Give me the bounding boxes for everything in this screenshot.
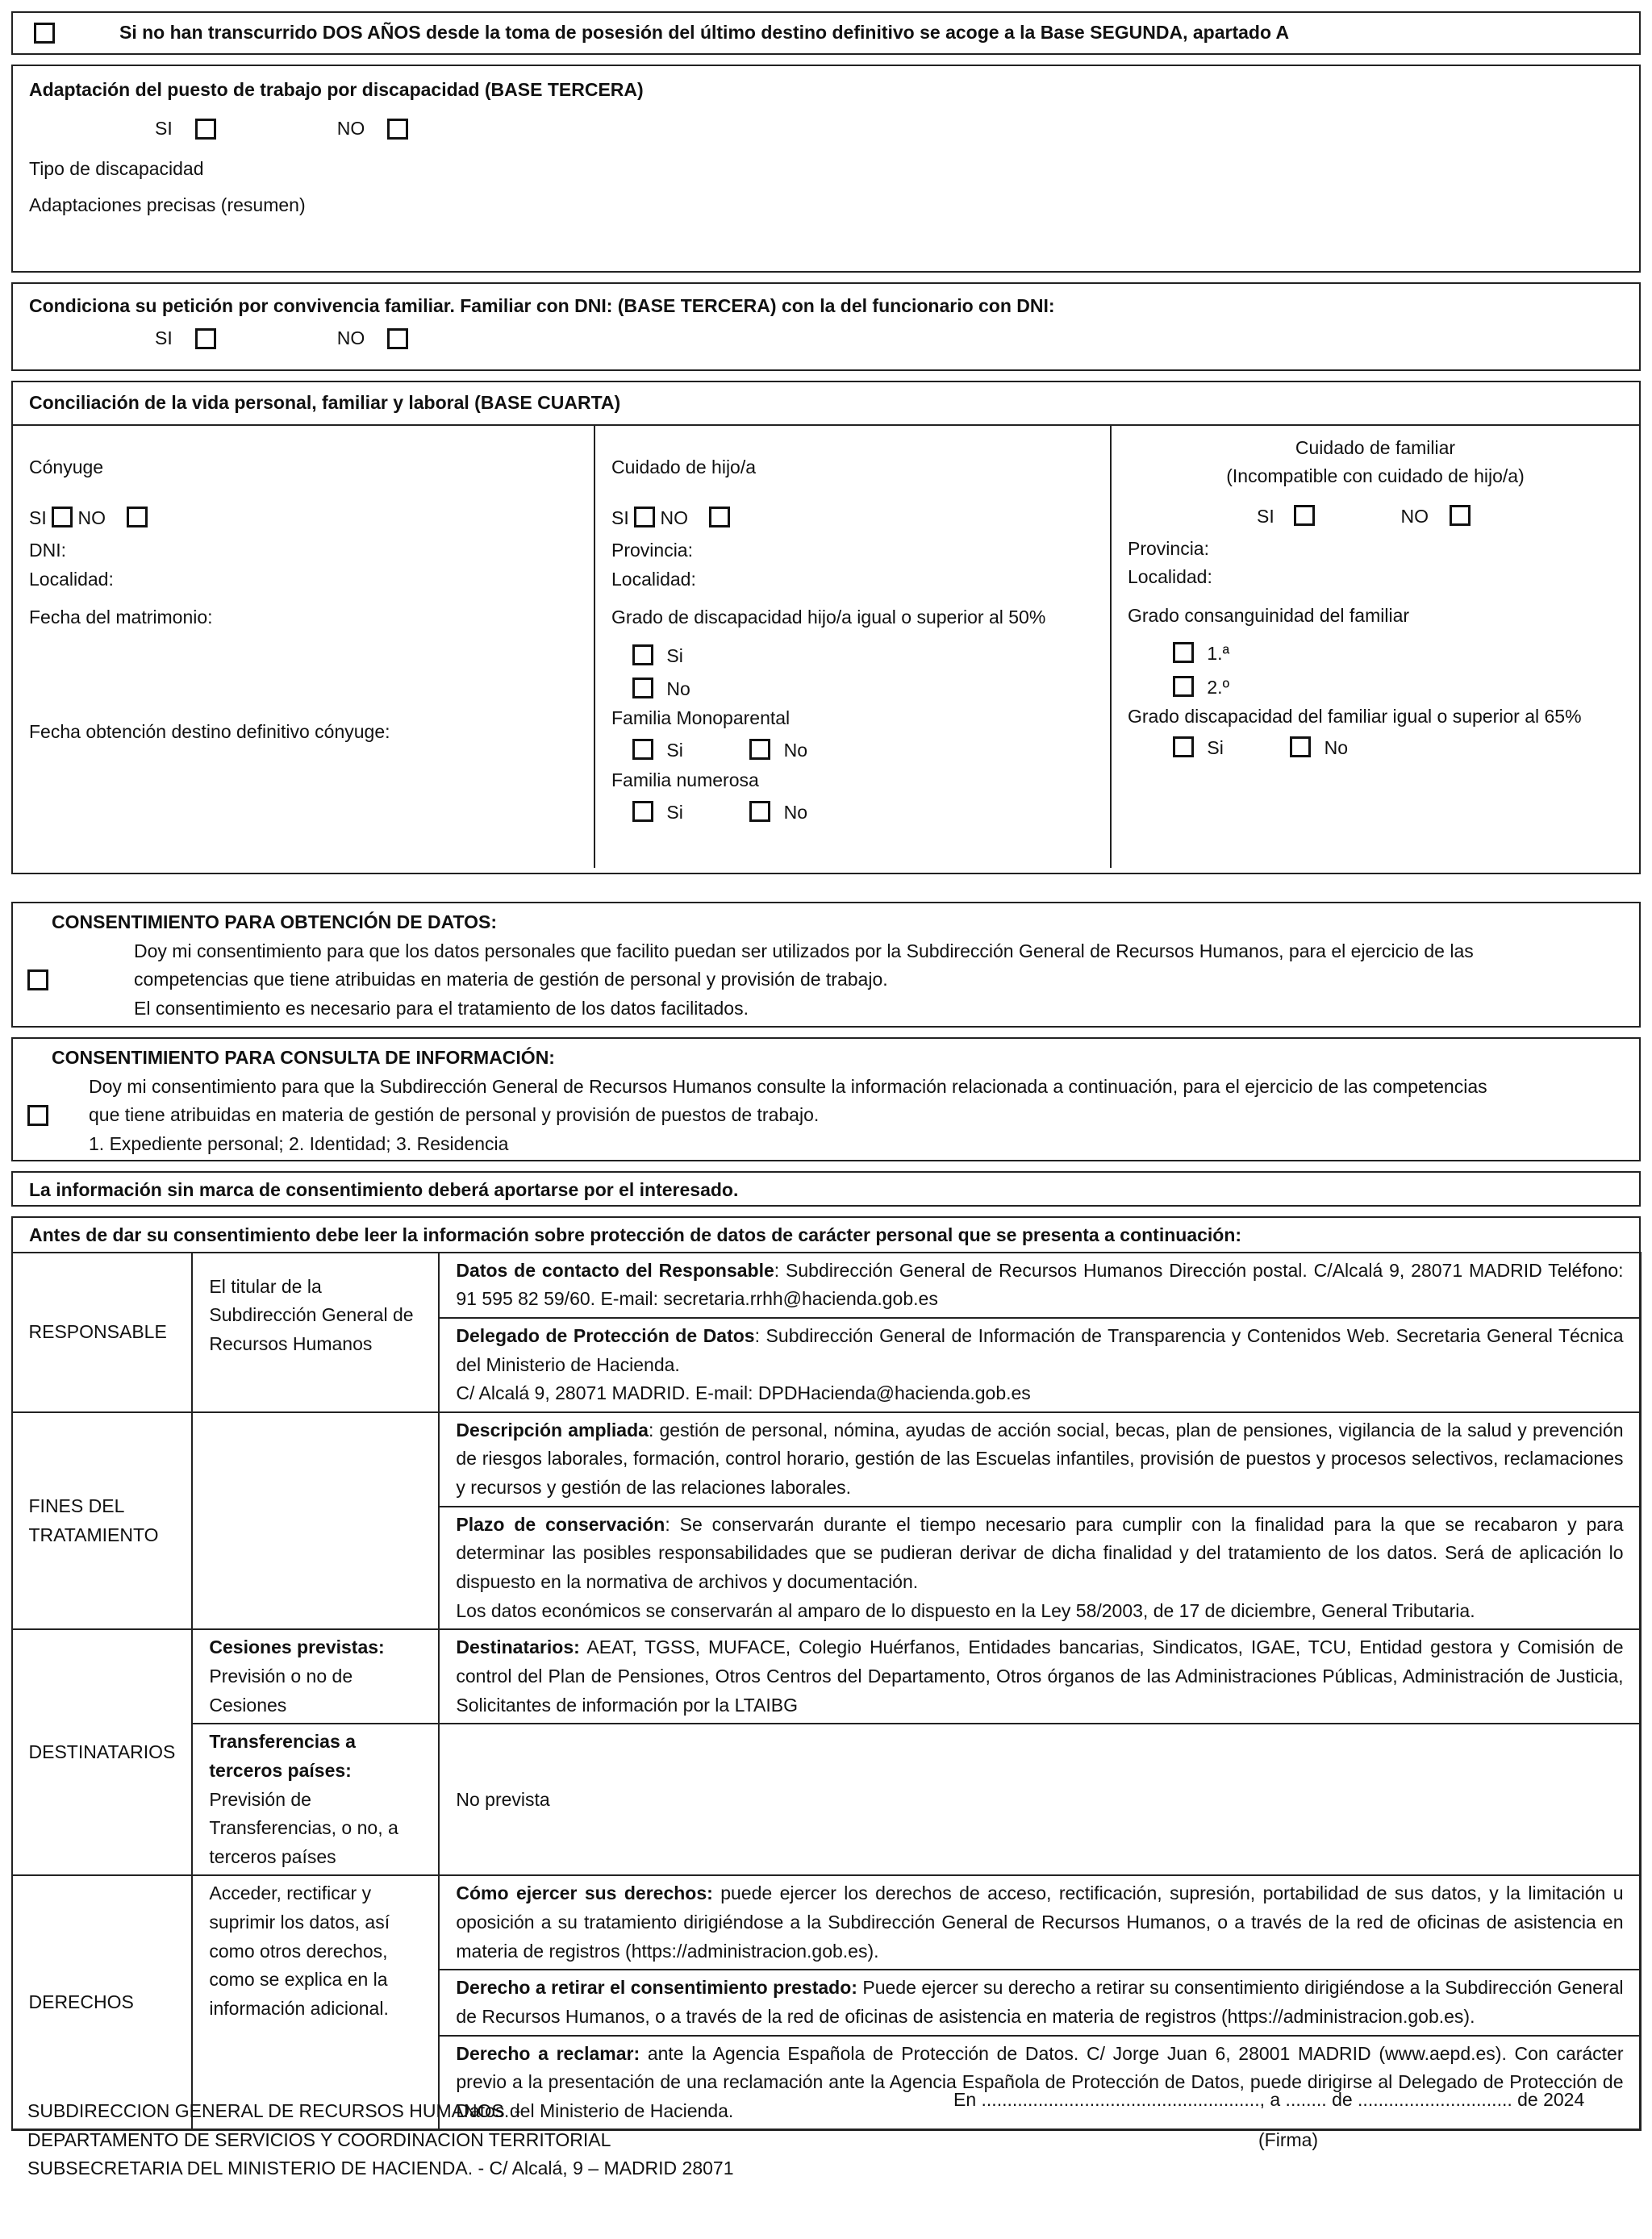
hijo-grado-no-checkbox[interactable] [632, 678, 653, 698]
footer-line2: DEPARTAMENTO DE SERVICIOS Y COORDINACION TERRITORIAL [27, 2129, 611, 2150]
conyuge-heading: Cónyuge [29, 456, 104, 477]
conyuge-si-no [29, 504, 578, 533]
condiciona-si-no [13, 321, 1639, 356]
form-page [11, 11, 1641, 2130]
transferencias-terceros [192, 1724, 439, 1875]
condiciona-title: Condiciona su petición por convivencia familiar. Familiar con DNI: (BASE TERCERA) con la del funcionario con DNI: [29, 295, 1055, 316]
familiar-disc-no-checkbox[interactable] [1290, 736, 1311, 757]
consent-obtencion-line1: Doy mi consentimiento para que los datos personales que facilito puedan ser utilizados por la Subdirección General de Recursos Humanos, para el ejercicio de las [134, 940, 1474, 961]
numerosa-si-label: Si [666, 802, 683, 823]
grado-disc-familiar-label: Grado discapacidad del familiar igual o superior al 65% [1128, 705, 1582, 727]
responsable-desc: El titular de la Subdirección General de Recursos Humanos [192, 1253, 439, 1412]
footer-line1: SUBDIRECCION GENERAL DE RECURSOS HUMANOS. - [27, 2100, 521, 2121]
plazo-title: Plazo de conservación [456, 1513, 665, 1535]
responsable-contacto-title: Datos de contacto del Responsable [456, 1259, 774, 1281]
familiar-column [1112, 426, 1639, 868]
delegado-proteccion [439, 1318, 1640, 1412]
destinatarios-text: AEAT, TGSS, MUFACE, Colegio Huérfanos, Entidades bancarias, Sindicatos, IGAE, TCU, Entidad gestora y Comisión de control del Plan de Pensiones, Otros Centros del Departamento, Otros órganos de las Administraciones Públicas, Administración de Justicia, Solicitantes de información por la LTAIBG [456, 1637, 1624, 1716]
familiar-disc-si-label: Si [1207, 737, 1224, 759]
derechos-desc: Acceder, rectificar y suprimir los datos, así como otros derechos, como se explica en la información adicional. [192, 1875, 439, 2129]
firma-block [953, 2086, 1625, 2154]
hijo-si-no [611, 504, 1094, 533]
base-segunda-checkbox[interactable] [34, 23, 55, 44]
consent-obtencion-text [89, 937, 1474, 1024]
consent-obtencion-body [13, 937, 1639, 1028]
grado-1-checkbox[interactable] [1173, 642, 1194, 663]
firma-lugar-fecha[interactable]: En ......................................................, a ........ de .............................. de 2024 [953, 2089, 1585, 2110]
cesiones-text: Previsión o no de Cesiones [209, 1665, 353, 1716]
familiar-disc-no-label: No [1324, 737, 1349, 759]
hijo-grado-si-label: Si [666, 644, 683, 666]
numerosa-label: Familia numerosa [611, 769, 759, 791]
conciliacion-title: Conciliación de la vida personal, familiar y laboral (BASE CUARTA) [13, 382, 1639, 426]
proteccion-datos-title: Antes de dar su consentimiento debe leer la información sobre protección de datos de carácter personal que se presenta a continuación: [29, 1224, 1242, 1245]
responsable-contacto [439, 1253, 1640, 1318]
monoparental-label: Familia Monoparental [611, 707, 791, 729]
familiar-si-no [1128, 502, 1623, 532]
delegado-text: : Subdirección General de Información de Transparencia y Contenidos Web. Secretaria General Técnica del Ministerio de Hacienda. [456, 1324, 1624, 1375]
consent-consulta-line2: que tiene atribuidas en materia de gestión de personal y provisión de puestos de trabajo. [89, 1104, 820, 1126]
consent-obtencion-title: CONSENTIMIENTO PARA OBTENCIÓN DE DATOS: [52, 911, 498, 932]
monoparental-si-label: Si [666, 739, 683, 761]
numerosa-si-checkbox[interactable] [632, 801, 653, 822]
monoparental-si-checkbox[interactable] [632, 739, 653, 760]
familiar-si-checkbox[interactable] [1294, 505, 1315, 526]
familiar-provincia-label: Provincia: [1128, 537, 1209, 559]
monoparental-options [611, 736, 1094, 765]
consent-consulta-title: CONSENTIMIENTO PARA CONSULTA DE INFORMACIÓN: [52, 1047, 555, 1068]
como-ejercer-title: Cómo ejercer sus derechos: [456, 1883, 713, 1904]
familiar-no-checkbox[interactable] [1450, 505, 1471, 526]
monoparental-no-checkbox[interactable] [749, 739, 770, 760]
transferencias-title: Transferencias a terceros países: [209, 1731, 356, 1781]
derecho-retirar-title: Derecho a retirar el consentimiento prestado: [456, 1977, 857, 1999]
conyuge-no-checkbox[interactable] [127, 507, 148, 527]
familiar-disc-si-checkbox[interactable] [1173, 736, 1194, 757]
consent-obtencion-section [11, 902, 1641, 1028]
descripcion-ampliada [439, 1412, 1640, 1507]
condiciona-si-label: SI [155, 327, 173, 348]
consent-consulta-body [13, 1073, 1639, 1164]
como-ejercer-derechos [439, 1875, 1640, 1970]
adaptacion-no-label: NO [336, 117, 365, 139]
plazo-conservacion [439, 1507, 1640, 1630]
proteccion-datos-table [11, 1252, 1642, 2131]
condiciona-no-label: NO [336, 327, 365, 348]
consent-consulta-line3: 1. Expediente personal; 2. Identidad; 3. Residencia [89, 1132, 509, 1154]
derecho-retirar-text: Puede ejercer su derecho a retirar su consentimiento dirigiéndose a la Subdirección General de Recursos Humanos, o a través de la red de oficinas de asistencia en materia de registros (https://administracion.gob.es). [456, 1977, 1624, 2028]
footer-address [27, 2097, 734, 2183]
hijo-grado-no-label: No [666, 678, 690, 700]
grado-2-checkbox[interactable] [1173, 676, 1194, 697]
consent-obtencion-line2: competencias que tiene atribuidas en materia de gestión de personal y provisión de trabajo. [134, 969, 888, 990]
condiciona-section [11, 282, 1641, 371]
hijo-si-label: SI [611, 507, 629, 529]
hijo-heading: Cuidado de hijo/a [611, 456, 757, 477]
firma-label: (Firma) [1258, 2129, 1319, 2150]
hijo-grado-no [611, 675, 1094, 704]
familiar-localidad-label: Localidad: [1128, 566, 1212, 588]
adaptacion-title: Adaptación del puesto de trabajo por discapacidad (BASE TERCERA) [29, 79, 644, 100]
conciliacion-section [11, 381, 1641, 874]
tipo-discapacidad-label: Tipo de discapacidad [29, 157, 204, 179]
transferencias-text: Previsión de Transferencias, o no, a terceros países [209, 1788, 398, 1867]
responsable-contacto-text: : Subdirección General de Recursos Humanos Dirección postal. C/Alcalá 9, 28071 MADRID Teléfono: 91 595 82 59/60. E-mail: secretaria.rrhh@hacienda.gob.es [456, 1259, 1624, 1310]
grado-disc-familiar-options [1128, 734, 1623, 763]
proteccion-datos-section [11, 1216, 1641, 2130]
delegado-direccion: C/ Alcalá 9, 28071 MADRID. E-mail: DPDHacienda@hacienda.gob.es [456, 1382, 1031, 1404]
destinatarios-label: DESTINATARIOS [12, 1629, 193, 1875]
monoparental-no-label: No [783, 739, 808, 761]
descripcion-text: : gestión de personal, nómina, ayudas de acción social, becas, plan de pensiones, vigilancia de la salud y prevención de riesgos laborales, formación, control horario, gestión de las Escuelas infantiles, provisión de puestos y procesos selectivos, reclamaciones y recursos y gestión de las relaciones laborales. [456, 1419, 1624, 1499]
conyuge-column [13, 426, 595, 868]
grado-1-option [1128, 640, 1623, 669]
adaptacion-si-label: SI [155, 117, 173, 139]
hijo-column [595, 426, 1112, 868]
grado-2-label: 2.º [1207, 677, 1229, 698]
base-segunda-row [11, 11, 1641, 55]
condiciona-no-checkbox[interactable] [387, 328, 408, 349]
plazo-text-economicos: Los datos económicos se conservarán al amparo de lo dispuesto en la Ley 58/2003, de 17 de diciembre, General Tributaria. [456, 1599, 1475, 1621]
numerosa-no-label: No [783, 802, 808, 823]
adaptacion-si-checkbox[interactable] [195, 119, 216, 140]
familiar-no-label: NO [1400, 505, 1429, 527]
adaptacion-no-checkbox[interactable] [387, 119, 408, 140]
destinatarios-lista [439, 1629, 1640, 1724]
numerosa-no-checkbox[interactable] [749, 801, 770, 822]
consent-consulta-line1: Doy mi consentimiento para que la Subdirección General de Recursos Humanos consulte la información relacionada a continuación, para el ejercicio de las competencias [89, 1075, 1487, 1097]
consent-obtencion-checkbox[interactable] [27, 969, 48, 990]
hijo-no-label: NO [660, 507, 689, 529]
conyuge-si-label: SI [29, 507, 47, 529]
hijo-si-checkbox[interactable] [634, 507, 655, 527]
fecha-matrimonio-label: Fecha del matrimonio: [29, 607, 213, 628]
conyuge-localidad-label: Localidad: [29, 568, 114, 590]
derecho-reclamar-text: ante la Agencia Española de Protección de Datos. C/ Jorge Juan 6, 28001 MADRID (www.aepd.es). Con carácter previo a la presentación de una reclamación ante la Agencia Española de Protección de Datos, puede dirigirse al Delegado de Protección de Datos del Ministerio de Hacienda. [456, 2042, 1624, 2121]
consent-consulta-text [89, 1073, 1487, 1159]
fines-desc-empty [192, 1412, 439, 1629]
footer-line3: SUBSECRETARIA DEL MINISTERIO DE HACIENDA. - C/ Alcalá, 9 – MADRID 28071 [27, 2158, 734, 2179]
adaptacion-si-no [13, 110, 1639, 148]
consent-obtencion-line3: El consentimiento es necesario para el tratamiento de los datos facilitados. [134, 997, 749, 1019]
hijo-grado-si [611, 642, 1094, 671]
fecha-destino-conyuge-label: Fecha obtención destino definitivo cónyuge: [29, 720, 390, 742]
descripcion-title: Descripción ampliada [456, 1419, 649, 1441]
condiciona-si-checkbox[interactable] [195, 328, 216, 349]
base-segunda-text: Si no han transcurrido DOS AÑOS desde la toma de posesión del último destino definitivo se acoge a la Base SEGUNDA, apartado A [119, 22, 1290, 44]
hijo-provincia-label: Provincia: [611, 539, 693, 561]
plazo-text: : Se conservarán durante el tiempo necesario para cumplir con la finalidad para la que se recabaron y para determinar las posibles responsabilidades que se pudieran derivar de dicha finalidad y del tratamiento de los datos. Será de aplicación lo dispuesto en la normativa de archivos y documentación. [456, 1513, 1624, 1593]
grado-2-option [1128, 673, 1623, 703]
cesiones-title: Cesiones previstas: [209, 1637, 385, 1658]
grado-consang-label: Grado consanguinidad del familiar [1128, 604, 1410, 626]
familiar-si-label: SI [1257, 505, 1274, 527]
conyuge-dni-label: DNI: [29, 539, 66, 561]
familiar-heading: Cuidado de familiar [1295, 436, 1456, 458]
consent-consulta-section [11, 1037, 1641, 1161]
cesiones-previstas [192, 1629, 439, 1724]
hijo-no-checkbox[interactable] [709, 507, 730, 527]
conyuge-no-label: NO [77, 507, 106, 529]
hijo-localidad-label: Localidad: [611, 568, 696, 590]
transferencias-no-prevista: No prevista [439, 1724, 1640, 1875]
numerosa-options [611, 798, 1094, 828]
derecho-retirar [439, 1970, 1640, 2035]
responsable-label: RESPONSABLE [12, 1253, 193, 1412]
hijo-grado-si-checkbox[interactable] [632, 644, 653, 665]
conyuge-si-checkbox[interactable] [52, 507, 73, 527]
info-note: La información sin marca de consentimiento deberá aportarse por el interesado. [11, 1171, 1641, 1207]
hijo-grado-label: Grado de discapacidad hijo/a igual o superior al 50% [611, 607, 1046, 628]
destinatarios-title: Destinatarios: [456, 1637, 580, 1658]
derecho-reclamar-title: Derecho a reclamar: [456, 2042, 640, 2064]
adaptaciones-label: Adaptaciones precisas (resumen) [29, 194, 306, 216]
consent-consulta-checkbox[interactable] [27, 1105, 48, 1126]
delegado-title: Delegado de Protección de Datos [456, 1324, 755, 1346]
fines-label: FINES DEL TRATAMIENTO [12, 1412, 193, 1629]
grado-1-label: 1.ª [1207, 643, 1230, 665]
familiar-subheading: (Incompatible con cuidado de hijo/a) [1226, 465, 1525, 487]
adaptacion-section [11, 65, 1641, 273]
como-ejercer-text: puede ejercer los derechos de acceso, rectificación, supresión, portabilidad de sus datos, y la limitación u oposición a su tratamiento dirigiéndose a la Subdirección General de Recursos Humanos, o a través de la red de oficinas de asistencia en materia de registros (https://administracion.gob.es). [456, 1883, 1624, 1962]
derechos-label: DERECHOS [12, 1875, 193, 2129]
